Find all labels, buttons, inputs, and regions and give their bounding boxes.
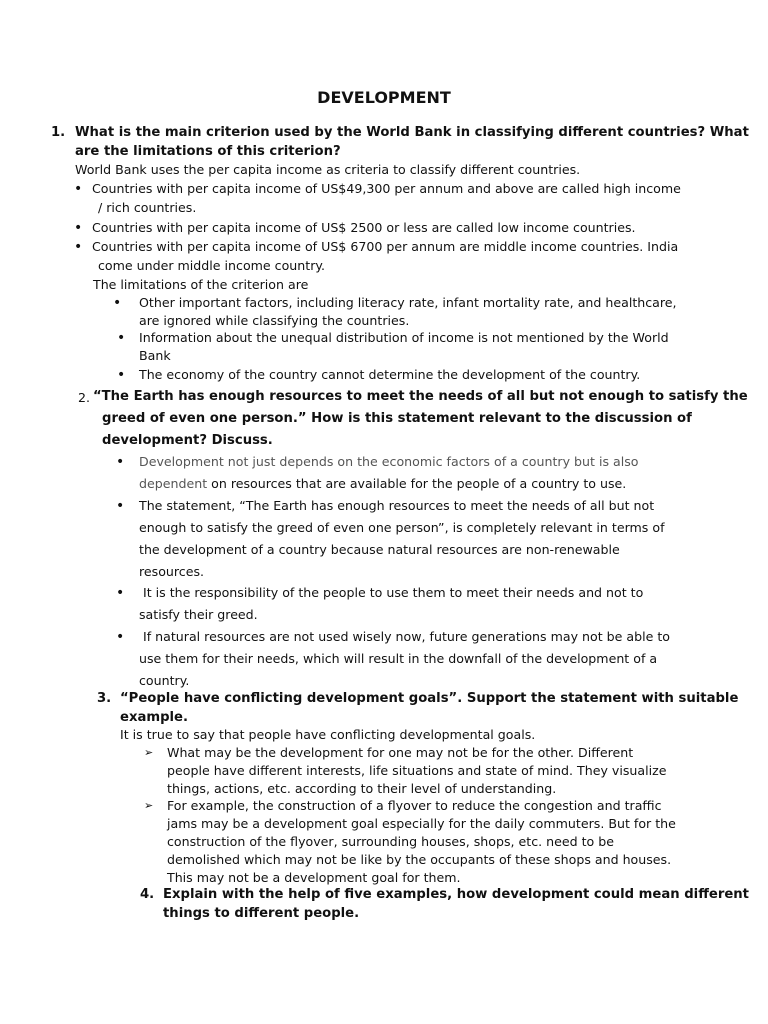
q1-limitations-intro: The limitations of the criterion are bbox=[93, 277, 309, 292]
q1-limitation-1-line1: Other important factors, including literacy rate, infant mortality rate, and healthcare, bbox=[139, 295, 677, 310]
bullet-icon: • bbox=[117, 367, 126, 383]
q2-bullet-4-line1: If natural resources are not used wisely now, future generations may not be able to bbox=[139, 629, 671, 644]
q3-point-2-line5: This may not be a development goal for them. bbox=[167, 870, 461, 885]
q2-bullet-3-line1: It is the responsibility of the people to use them to meet their needs and not to bbox=[139, 585, 644, 600]
arrow-bullet-icon: ➢ bbox=[144, 746, 154, 759]
bullet-icon: • bbox=[74, 220, 83, 236]
q4-number: 4. bbox=[140, 887, 155, 902]
q1-bullet-1-line1: Countries with per capita income of US$49,300 per annum and above are called high income bbox=[92, 181, 681, 196]
q3-point-1-line1: What may be the development for one may not be for the other. Different bbox=[167, 745, 634, 760]
q2-bullet-2-line2: enough to satisfy the greed of even one person”, is completely relevant in terms of bbox=[139, 520, 665, 535]
q3-intro: It is true to say that people have conflicting developmental goals. bbox=[120, 727, 536, 742]
q2-question-line3: development? Discuss. bbox=[102, 433, 273, 448]
q1-bullet-3-line2: come under middle income country. bbox=[98, 258, 326, 273]
q2-bullet-1-line2 bbox=[139, 475, 626, 493]
q1-limitation-3-line1: The economy of the country cannot determine the development of the country. bbox=[139, 367, 641, 382]
q3-point-2-line3: construction of the flyover, surrounding houses, shops, etc. need to be bbox=[167, 834, 614, 849]
q1-limitation-2-line2: Bank bbox=[139, 348, 171, 363]
bullet-icon: • bbox=[116, 585, 125, 601]
q4-question-line1: Explain with the help of five examples, how development could mean different bbox=[163, 887, 749, 902]
q4-question-line2: things to different people. bbox=[163, 906, 360, 921]
bullet-icon: • bbox=[117, 330, 126, 346]
q1-question-line1: What is the main criterion used by the World Bank in classifying different countries? What bbox=[75, 125, 749, 140]
bullet-icon: • bbox=[74, 239, 83, 255]
q1-intro: World Bank uses the per capita income as criteria to classify different countries. bbox=[75, 162, 581, 177]
bullet-icon: • bbox=[116, 454, 125, 470]
q1-bullet-3-line1: Countries with per capita income of US$ 6700 per annum are middle income countries. India bbox=[92, 239, 679, 254]
q3-question-line2: example. bbox=[120, 710, 189, 725]
q1-bullet-1-line2: / rich countries. bbox=[98, 200, 197, 215]
q2-bullet-4-line3: country. bbox=[139, 673, 190, 688]
q1-limitation-2-line1: Information about the unequal distribution of income is not mentioned by the World bbox=[139, 330, 669, 345]
q1-number: 1. bbox=[51, 125, 66, 140]
q3-number: 3. bbox=[97, 691, 112, 706]
q2-bullet-2-line4: resources. bbox=[139, 564, 205, 579]
q2-bullet-3-line2: satisfy their greed. bbox=[139, 607, 258, 622]
q2-question-line2: greed of even one person.” How is this statement relevant to the discussion of bbox=[102, 411, 692, 426]
q1-bullet-2-line1: Countries with per capita income of US$ 2500 or less are called low income countries. bbox=[92, 220, 636, 235]
q1-question-line2: are the limitations of this criterion? bbox=[75, 144, 341, 159]
q3-point-1-line3: things, actions, etc. according to their level of understanding. bbox=[167, 781, 557, 796]
q3-point-2-line2: jams may be a development goal especially for the daily commuters. But for the bbox=[167, 816, 676, 831]
bullet-icon: • bbox=[116, 629, 125, 645]
q3-question-line1: “People have conflicting development goals”. Support the statement with suitable bbox=[120, 691, 739, 706]
bullet-icon: • bbox=[116, 498, 125, 514]
q3-point-1-line2: people have different interests, life situations and state of mind. They visualize bbox=[167, 763, 667, 778]
q3-point-2-line1: For example, the construction of a flyover to reduce the congestion and traffic bbox=[167, 798, 662, 813]
q2-bullet-4-line2: use them for their needs, which will result in the downfall of the development of a bbox=[139, 651, 658, 666]
bullet-icon: • bbox=[113, 295, 122, 311]
arrow-bullet-icon: ➢ bbox=[144, 799, 154, 812]
q2-bullet-1-line2-part-a: dependent bbox=[139, 476, 208, 491]
q1-limitation-1-line2: are ignored while classifying the countries. bbox=[139, 313, 410, 328]
q2-bullet-2-line1: The statement, “The Earth has enough resources to meet the needs of all but not bbox=[139, 498, 655, 513]
q2-bullet-2-line3: the development of a country because natural resources are non-renewable bbox=[139, 542, 620, 557]
q2-number: 2. bbox=[78, 390, 91, 405]
q2-bullet-1-line1: Development not just depends on the economic factors of a country but is also bbox=[139, 454, 639, 469]
q2-question-line1: “The Earth has enough resources to meet the needs of all but not enough to satisfy the bbox=[93, 389, 748, 404]
page-title: DEVELOPMENT bbox=[317, 88, 451, 107]
q2-bullet-1-line2-part-b: on resources that are available for the people of a country to use. bbox=[207, 476, 627, 491]
bullet-icon: • bbox=[74, 181, 83, 197]
q3-point-2-line4: demolished which may not be like by the occupants of these shops and houses. bbox=[167, 852, 672, 867]
